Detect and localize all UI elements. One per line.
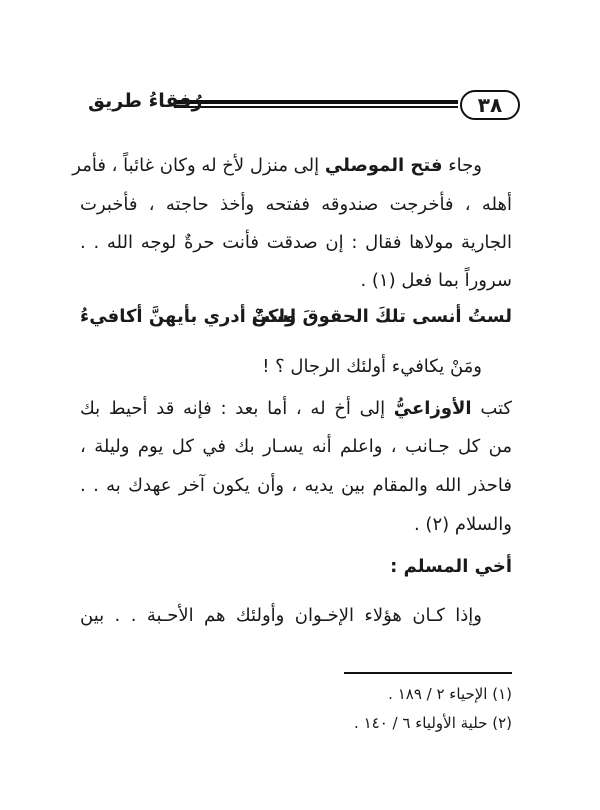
footnote-rule: [344, 672, 512, 674]
paragraph-3-line-3: فاحذر الله والمقام بين يديه ، وأن يكون آخر عهدك به . .: [80, 475, 512, 496]
book-title: رُفقاءُ طريق: [88, 90, 203, 112]
paragraph-1-line-3: الجارية مولاها فقال : إن صدقت فأنت حرةٌ لوجه الله . .: [80, 232, 512, 253]
paragraph-3-line-1: [80, 397, 512, 421]
paragraph-4: وإذا كـان هؤلاء الإخـوان وأولئك هم الأحـبة . . بين: [80, 605, 482, 626]
section-heading: أخي المسلم :: [390, 556, 512, 577]
paragraph-1-line-1: [72, 154, 482, 178]
header-rule-thick: [174, 100, 458, 104]
text-span: إلى أخ له ، أما بعد : فإنه قد أحيط بك: [80, 398, 394, 419]
text-span: وجاء: [442, 155, 482, 176]
paragraph-2: ومَنْ يكافيء أولئك الرجال ؟ !: [262, 356, 482, 377]
footnote-1: (١) الإحياء ٢ / ١٨٩ .: [388, 685, 512, 703]
paragraph-1-line-4: سروراً بما فعل (١) .: [360, 270, 512, 291]
text-span: كتب: [471, 398, 512, 419]
poem-hemistich-2: لستُ أدري بأيهنَّ أكافيءُ: [80, 306, 297, 327]
paragraph-3-line-4: والسلام (٢) .: [413, 514, 512, 535]
paragraph-1-line-2: أهله ، فأخرجت صندوقه ففتحه وأخذ حاجته ، فأخبرت: [80, 194, 512, 215]
name-al-awzai: الأوزاعيُّ: [393, 398, 472, 419]
text-span: إلى منزل لأخ له وكان غائباً ، فأمر: [72, 155, 325, 176]
header-rule: [174, 100, 458, 109]
footnote-2: (٢) حلية الأولياء ٦ / ١٤٠ .: [354, 714, 512, 732]
page-number: ٣٨: [460, 90, 520, 120]
paragraph-3-line-2: من كل جـانب ، واعلم أنه يسـار بك في كل يوم وليلة ،: [80, 436, 512, 457]
page-header: [88, 88, 520, 128]
name-fath-al-mawsili: فتح الموصلي: [324, 155, 443, 176]
poem-hemistich-1: لستُ أنسى تلكَ الحقوقَ ولكنْ: [251, 306, 512, 327]
poem-verse: [80, 306, 512, 334]
header-rule-thin: [174, 106, 458, 108]
